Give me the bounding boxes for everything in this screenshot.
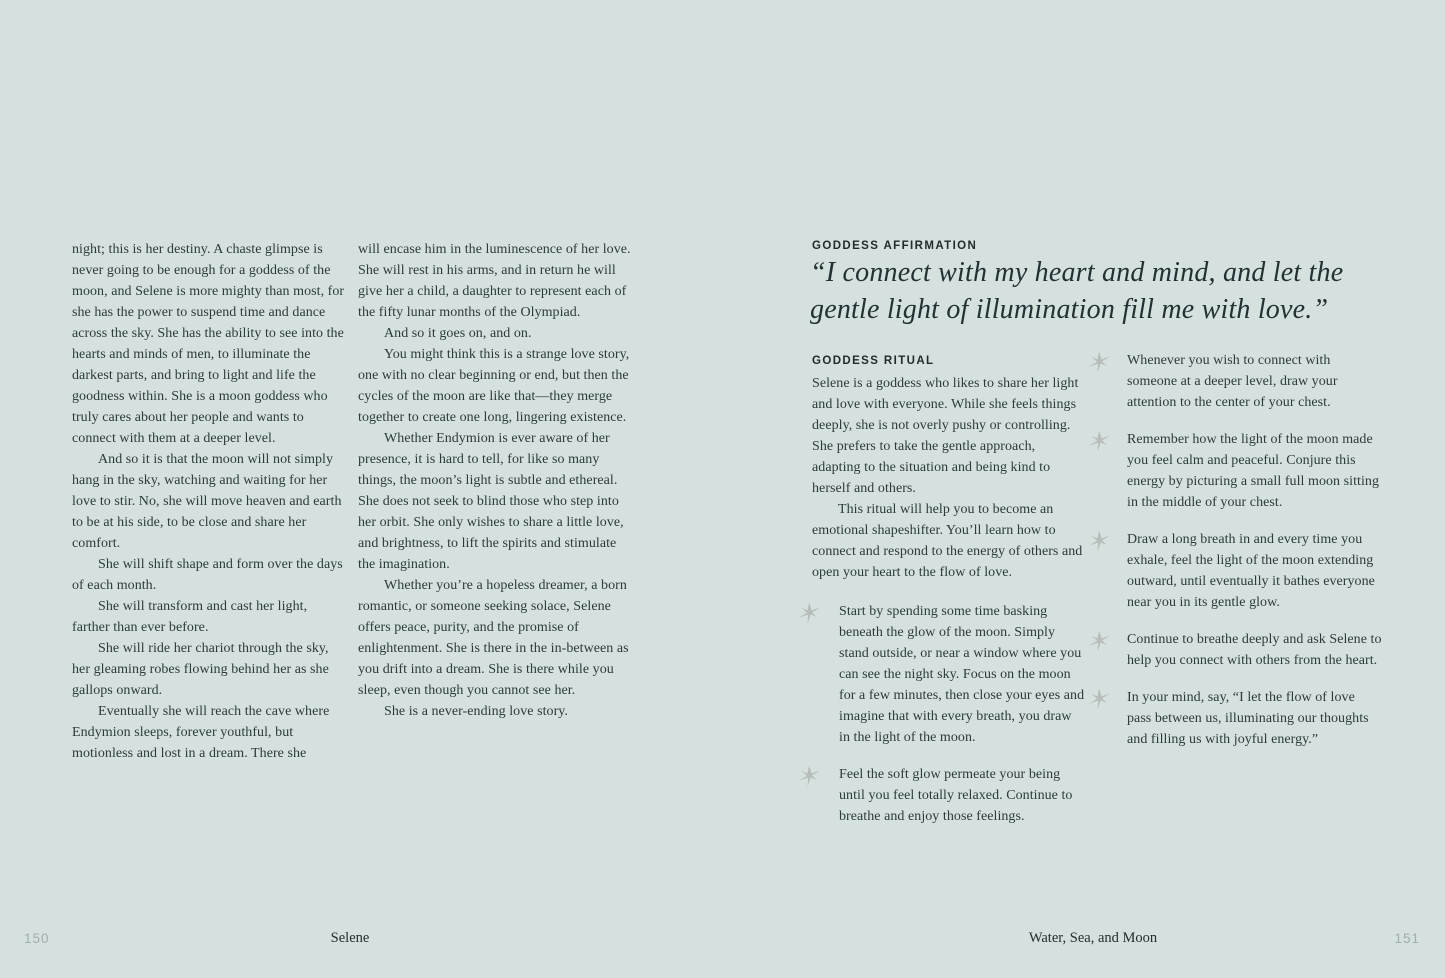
affirmation-heading: GODDESS AFFIRMATION — [812, 240, 978, 252]
ritual-step — [798, 764, 1086, 827]
paragraph: Whether Endymion is ever aware of her presence, it is hard to tell, for like so many things, the moon’s light is subtle and ethereal. She does not seek to blind those who step into her orbit. She only wishes to share a little love, and brightness, to lift the spirits and stimulate the imagination. — [358, 431, 624, 572]
ritual-steps-right — [1088, 350, 1382, 766]
ritual-step — [1088, 629, 1382, 671]
affirmation-quote: “I connect with my heart and mind, and let the gentle light of illumination fill me with love.” — [810, 257, 1344, 325]
ritual-step-text: Feel the soft glow permeate your being until you feel totally relaxed. Continue to breathe and enjoy those feelings. — [839, 767, 1073, 824]
paragraph: She will transform and cast her light, farther than ever before. — [72, 599, 308, 635]
ritual-steps-left — [798, 601, 1086, 827]
paragraph: And so it is that the moon will not simply hang in the sky, watching and waiting for her love to stir. No, she will move heaven and earth to be at his side, to be close and share her comfort. — [72, 452, 342, 551]
ritual-step-text: Continue to breathe deeply and ask Selene to help you connect with others from the heart. — [1127, 632, 1382, 668]
paragraph: night; this is her destiny. A chaste glimpse is never going to be enough for a goddess of the moon, and Selene is more mighty than most, for she has the power to suspend time and dance across the sky. She has the ability to see into the hearts and minds of men, to illuminate the darkest parts, and bring to light and life the goodness within. She is a moon goddess who truly cares about her people and wants to connect with them at a deeper level. — [72, 242, 345, 446]
paragraph: will encase him in the luminescence of her love. She will rest in his arms, and in return he will give her a child, a daughter to represent each of the fifty lunar months of the Olympiad. — [358, 242, 631, 320]
paragraph: She will shift shape and form over the days of each month. — [72, 557, 343, 593]
paragraph: Whether you’re a hopeless dreamer, a born romantic, or someone seeking solace, Selene offers peace, purity, and the promise of enlightenment. She is there in the in-between as you drift into a dream. She is there while you sleep, even though you cannot see her. — [358, 578, 629, 698]
paragraph: And so it goes on, and on. — [384, 326, 532, 341]
ritual-column-left — [798, 355, 1086, 843]
body-column-1 — [72, 239, 348, 764]
ritual-step — [1088, 529, 1382, 613]
ritual-step-text: Start by spending some time basking beneath the glow of the moon. Simply stand outside, or near a window where you can see the night sky. Focus on the moon for a few minutes, then close your eyes and imagine that with every breath, you draw in the light of the moon. — [839, 604, 1085, 745]
paragraph: This ritual will help you to become an emotional shapeshifter. You’ll learn how to connect and respond to the energy of others and open your heart to the flow of love. — [812, 502, 1083, 580]
page-number-right: 151 — [1394, 931, 1420, 946]
sparkle-star-icon — [1088, 429, 1111, 452]
running-title-right: Water, Sea, and Moon — [1028, 930, 1158, 946]
ritual-step-text: Whenever you wish to connect with someone at a deeper level, draw your attention to the center of your chest. — [1127, 353, 1338, 410]
paragraph: You might think this is a strange love story, one with no clear beginning or end, but then the cycles of the moon are like that—they merge together to create one long, lingering existence. — [358, 347, 630, 425]
sparkle-star-icon — [1088, 529, 1111, 552]
ritual-step-text: Remember how the light of the moon made you feel calm and peaceful. Conjure this energy by picturing a small full moon sitting in the middle of your chest. — [1127, 432, 1380, 510]
ritual-step-text: Draw a long breath in and every time you exhale, feel the light of the moon extending outward, until eventually it bathes everyone near you in its gentle glow. — [1127, 532, 1375, 610]
ritual-heading: GODDESS RITUAL — [812, 355, 935, 367]
ritual-step — [1088, 350, 1382, 413]
ritual-step — [1088, 687, 1382, 750]
sparkle-star-icon — [1088, 687, 1111, 710]
page-number-left: 150 — [24, 931, 50, 946]
sparkle-star-icon — [798, 764, 821, 787]
sparkle-star-icon — [1088, 350, 1111, 373]
paragraph: She is a never-ending love story. — [384, 704, 568, 719]
ritual-step-text: In your mind, say, “I let the flow of love pass between us, illuminating our thoughts and filling us with joyful energy.” — [1127, 690, 1369, 747]
ritual-intro — [812, 373, 1086, 583]
ritual-step — [798, 601, 1086, 748]
paragraph: Eventually she will reach the cave where Endymion sleeps, forever youthful, but motionless and lost in a dream. There she — [72, 704, 330, 761]
sparkle-star-icon — [798, 601, 821, 624]
paragraph: She will ride her chariot through the sky, her gleaming robes flowing behind her as she gallops onward. — [72, 641, 329, 698]
running-title-left: Selene — [330, 930, 370, 946]
ritual-step — [1088, 429, 1382, 513]
paragraph: Selene is a goddess who likes to share her light and love with everyone. While she feels things deeply, she is not overly pushy or controlling. She prefers to take the gentle approach, adapting to the situation and being kind to herself and others. — [812, 376, 1079, 496]
sparkle-star-icon — [1088, 629, 1111, 652]
body-column-2 — [358, 239, 636, 722]
